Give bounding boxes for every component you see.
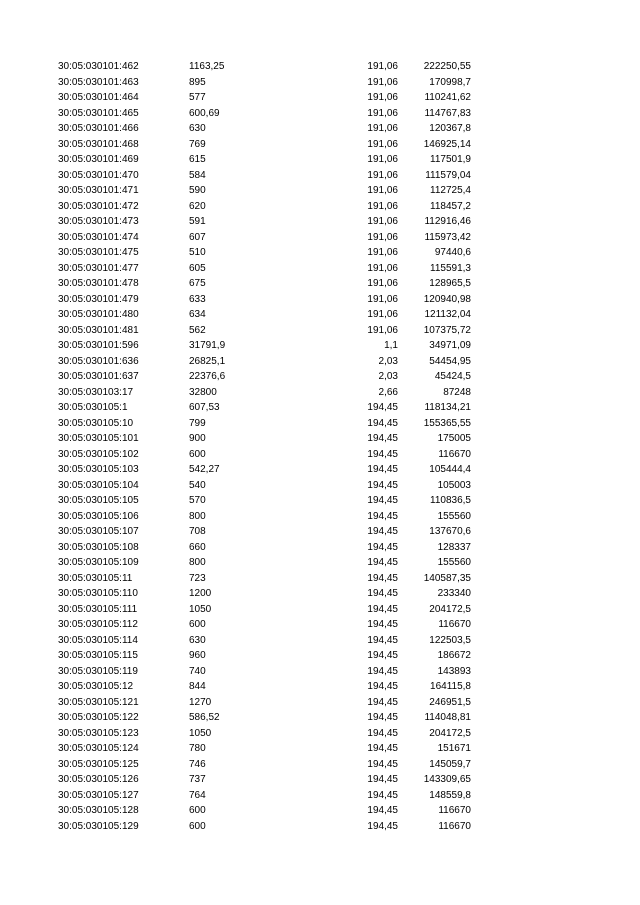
value-cell: 121132,04: [424, 309, 471, 320]
rate-cell: 194,45: [367, 650, 398, 661]
rate-cell: 191,06: [367, 185, 398, 196]
area-cell: 737: [189, 774, 206, 785]
cadastral-number-cell: 30:05:030105:123: [58, 727, 139, 739]
cadastral-number-cell: 30:05:030101:471: [58, 185, 139, 196]
table-row: [0, 726, 640, 742]
rate-cell: 194,45: [367, 510, 398, 522]
area-cell: 510: [189, 247, 206, 258]
cadastral-number-cell: 30:05:030105:110: [58, 588, 138, 599]
area-cell: 1270: [189, 696, 212, 708]
cadastral-number-cell: 30:05:030105:109: [58, 557, 139, 568]
area-cell: 675: [189, 278, 206, 289]
cadastral-number-cell: 30:05:030105:108: [58, 541, 139, 553]
cadastral-number-cell: 30:05:030101:469: [58, 154, 139, 165]
rate-cell: 194,45: [367, 433, 398, 444]
table-row: [0, 540, 640, 556]
rate-cell: 191,06: [367, 293, 398, 305]
value-cell: 112916,46: [424, 216, 471, 227]
rate-cell: 194,45: [367, 479, 398, 491]
rate-cell: 194,45: [367, 464, 398, 475]
table-row: [0, 462, 640, 478]
area-cell: 32800: [189, 386, 217, 398]
cadastral-number-cell: 30:05:030105:105: [58, 495, 139, 506]
rate-cell: 191,06: [367, 138, 398, 150]
rate-cell: 194,45: [367, 417, 398, 429]
cadastral-number-cell: 30:05:030101:596: [58, 340, 139, 351]
table-row: [0, 261, 640, 277]
area-cell: 26825,1: [189, 355, 226, 367]
table-row: [0, 617, 640, 633]
rate-cell: 191,06: [367, 278, 398, 289]
rate-cell: 191,06: [367, 61, 398, 72]
value-cell: 117501,9: [430, 154, 471, 165]
rate-cell: 194,45: [367, 588, 398, 599]
area-cell: 723: [189, 572, 206, 584]
rate-cell: 194,45: [367, 774, 398, 785]
value-cell: 128965,5: [429, 278, 471, 289]
area-cell: 591: [189, 216, 206, 227]
cadastral-number-cell: 30:05:030105:107: [58, 526, 139, 537]
table-row: [0, 819, 640, 835]
table-row: [0, 509, 640, 525]
table-row: [0, 431, 640, 447]
value-cell: 151671: [437, 743, 471, 754]
table-row: [0, 416, 640, 432]
area-cell: 708: [189, 526, 206, 537]
cadastral-number-cell: 30:05:030105:115: [58, 650, 138, 661]
cadastral-number-cell: 30:05:030105:114: [58, 634, 138, 646]
cadastral-number-cell: 30:05:030101:465: [58, 107, 139, 119]
value-cell: 155365,55: [423, 417, 471, 429]
area-cell: 540: [189, 479, 206, 491]
cadastral-number-cell: 30:05:030105:103: [58, 464, 139, 475]
table-row: [0, 168, 640, 184]
value-cell: 155560: [437, 510, 471, 522]
rate-cell: 191,06: [367, 247, 398, 258]
area-cell: 562: [189, 324, 206, 336]
value-cell: 120940,98: [423, 293, 471, 305]
cadastral-number-cell: 30:05:030101:477: [58, 262, 139, 274]
value-cell: 45424,5: [434, 371, 471, 382]
rate-cell: 191,06: [367, 76, 398, 88]
table-row: [0, 369, 640, 385]
cadastral-number-cell: 30:05:030101:463: [58, 76, 139, 88]
table-row: [0, 183, 640, 199]
table-row: [0, 214, 640, 230]
rate-cell: 191,06: [367, 216, 398, 227]
cadastral-number-cell: 30:05:030101:466: [58, 123, 139, 134]
table-row: [0, 555, 640, 571]
area-cell: 634: [189, 309, 206, 320]
table-row: [0, 276, 640, 292]
table-row: [0, 571, 640, 587]
rate-cell: 191,06: [367, 169, 398, 181]
area-cell: 780: [189, 743, 206, 754]
area-cell: 900: [189, 433, 206, 444]
table-row: [0, 772, 640, 788]
rate-cell: 2,66: [378, 386, 398, 398]
value-cell: 118134,21: [424, 402, 471, 413]
rate-cell: 2,03: [378, 355, 398, 367]
cadastral-number-cell: 30:05:030105:111: [58, 603, 138, 615]
value-cell: 110241,62: [424, 92, 471, 103]
rate-cell: 194,45: [367, 789, 398, 801]
table-row: [0, 121, 640, 137]
value-cell: 34971,09: [429, 340, 471, 351]
table-row: [0, 245, 640, 261]
cadastral-number-cell: 30:05:030105:12: [58, 681, 134, 692]
area-cell: 740: [189, 665, 206, 677]
table-row: [0, 710, 640, 726]
table-row: [0, 695, 640, 711]
area-cell: 1050: [189, 727, 212, 739]
area-cell: 605: [189, 262, 206, 274]
value-cell: 115591,3: [430, 262, 471, 274]
cadastral-number-cell: 30:05:030105:10: [58, 417, 134, 429]
value-cell: 115973,42: [424, 231, 471, 243]
value-cell: 233340: [437, 588, 471, 599]
area-cell: 1200: [189, 588, 212, 599]
rate-cell: 191,06: [367, 200, 398, 212]
table-row: [0, 199, 640, 215]
rate-cell: 194,45: [367, 448, 398, 460]
area-cell: 607: [189, 231, 206, 243]
value-cell: 105003: [437, 479, 471, 491]
area-cell: 22376,6: [189, 371, 226, 382]
rate-cell: 194,45: [367, 805, 398, 816]
rate-cell: 194,45: [367, 727, 398, 739]
rate-cell: 194,45: [367, 758, 398, 770]
rate-cell: 191,06: [367, 154, 398, 165]
cadastral-number-cell: 30:05:030105:106: [58, 510, 139, 522]
value-cell: 170998,7: [429, 76, 471, 88]
value-cell: 146925,14: [423, 138, 471, 150]
cadastral-number-cell: 30:05:030101:474: [58, 231, 139, 243]
value-cell: 110836,5: [430, 495, 471, 506]
rate-cell: 194,45: [367, 696, 398, 708]
value-cell: 222250,55: [423, 61, 471, 72]
cadastral-number-cell: 30:05:030101:472: [58, 200, 139, 212]
value-cell: 143309,65: [423, 774, 471, 785]
cadastral-number-cell: 30:05:030105:121: [58, 696, 139, 708]
table-row: [0, 59, 640, 75]
table-row: [0, 90, 640, 106]
cadastral-number-cell: 30:05:030101:462: [58, 61, 139, 72]
area-cell: 584: [189, 169, 206, 181]
area-cell: 960: [189, 650, 206, 661]
value-cell: 175005: [437, 433, 471, 444]
value-cell: 137670,6: [429, 526, 471, 537]
table-row: [0, 307, 640, 323]
cadastral-number-cell: 30:05:030101:478: [58, 278, 139, 289]
value-cell: 143893: [437, 665, 471, 677]
cadastral-number-cell: 30:05:030101:464: [58, 92, 139, 103]
value-cell: 164115,8: [430, 681, 471, 692]
cadastral-number-cell: 30:05:030105:101: [58, 433, 139, 444]
table-row: [0, 757, 640, 773]
table-row: [0, 524, 640, 540]
table-row: [0, 586, 640, 602]
value-cell: 120367,8: [429, 123, 471, 134]
value-cell: 116670: [438, 448, 471, 460]
rate-cell: 1,1: [384, 340, 398, 351]
value-cell: 87248: [443, 386, 471, 398]
rate-cell: 194,45: [367, 743, 398, 754]
rate-cell: 194,45: [367, 634, 398, 646]
area-cell: 800: [189, 510, 206, 522]
rate-cell: 191,06: [367, 262, 398, 274]
value-cell: 128337: [437, 541, 471, 553]
value-cell: 186672: [437, 650, 471, 661]
table-row: [0, 292, 640, 308]
area-cell: 799: [189, 417, 206, 429]
area-cell: 31791,9: [189, 340, 226, 351]
value-cell: 145059,7: [429, 758, 471, 770]
value-cell: 97440,6: [434, 247, 471, 258]
cadastral-number-cell: 30:05:030101:637: [58, 371, 139, 382]
cadastral-number-cell: 30:05:030103:17: [58, 386, 134, 398]
rate-cell: 194,45: [367, 557, 398, 568]
area-cell: 577: [189, 92, 206, 103]
value-cell: 54454,95: [429, 355, 471, 367]
table-row: [0, 400, 640, 416]
area-cell: 600: [189, 619, 206, 630]
table-row: [0, 803, 640, 819]
rate-cell: 194,45: [367, 820, 398, 832]
table-row: [0, 478, 640, 494]
value-cell: 148559,8: [429, 789, 471, 801]
rate-cell: 191,06: [367, 92, 398, 103]
rate-cell: 194,45: [367, 526, 398, 537]
rate-cell: 191,06: [367, 123, 398, 134]
table-row: [0, 230, 640, 246]
value-cell: 111579,04: [425, 169, 471, 181]
rate-cell: 2,03: [378, 371, 398, 382]
area-cell: 570: [189, 495, 206, 506]
area-cell: 769: [189, 138, 206, 150]
rate-cell: 194,45: [367, 572, 398, 584]
area-cell: 600: [189, 820, 206, 832]
cadastral-number-cell: 30:05:030101:480: [58, 309, 139, 320]
rate-cell: 191,06: [367, 309, 398, 320]
area-cell: 620: [189, 200, 206, 212]
rate-cell: 194,45: [367, 541, 398, 553]
area-cell: 844: [189, 681, 206, 692]
cadastral-number-cell: 30:05:030105:112: [58, 619, 138, 630]
table-row: [0, 664, 640, 680]
rate-cell: 194,45: [367, 603, 398, 615]
table-row: [0, 648, 640, 664]
value-cell: 122503,5: [429, 634, 471, 646]
area-cell: 615: [189, 154, 206, 165]
rate-cell: 191,06: [367, 324, 398, 336]
cadastral-number-cell: 30:05:030105:102: [58, 448, 139, 460]
value-cell: 116670: [438, 619, 471, 630]
area-cell: 542,27: [189, 464, 220, 475]
rate-cell: 194,45: [367, 619, 398, 630]
rate-cell: 191,06: [367, 231, 398, 243]
cadastral-number-cell: 30:05:030101:473: [58, 216, 139, 227]
table-row: [0, 493, 640, 509]
area-cell: 600: [189, 448, 206, 460]
table-row: [0, 137, 640, 153]
table-row: [0, 152, 640, 168]
cadastral-number-cell: 30:05:030101:481: [58, 324, 139, 336]
area-cell: 600: [189, 805, 206, 816]
value-cell: 114767,83: [424, 107, 471, 119]
value-cell: 140587,35: [423, 572, 471, 584]
value-cell: 204172,5: [429, 603, 471, 615]
area-cell: 895: [189, 76, 206, 88]
area-cell: 660: [189, 541, 206, 553]
value-cell: 246951,5: [429, 696, 471, 708]
cadastral-number-cell: 30:05:030105:1: [58, 402, 128, 413]
table-row: [0, 385, 640, 401]
value-cell: 105444,4: [429, 464, 471, 475]
value-cell: 116670: [438, 820, 471, 832]
table-row: [0, 679, 640, 695]
area-cell: 800: [189, 557, 206, 568]
cadastral-number-cell: 30:05:030105:11: [58, 572, 133, 584]
cadastral-number-cell: 30:05:030105:119: [58, 665, 138, 677]
cadastral-number-cell: 30:05:030105:124: [58, 743, 139, 754]
area-cell: 630: [189, 634, 206, 646]
table-row: [0, 602, 640, 618]
value-cell: 155560: [437, 557, 471, 568]
area-cell: 586,52: [189, 712, 220, 723]
value-cell: 116670: [438, 805, 471, 816]
table-row: [0, 106, 640, 122]
area-cell: 1163,25: [189, 61, 225, 72]
data-table: [0, 59, 640, 834]
cadastral-number-cell: 30:05:030105:126: [58, 774, 139, 785]
table-row: [0, 75, 640, 91]
area-cell: 590: [189, 185, 206, 196]
area-cell: 630: [189, 123, 206, 134]
table-row: [0, 323, 640, 339]
cadastral-number-cell: 30:05:030105:122: [58, 712, 139, 723]
value-cell: 118457,2: [430, 200, 471, 212]
area-cell: 1050: [189, 603, 212, 615]
cadastral-number-cell: 30:05:030101:475: [58, 247, 139, 258]
cadastral-number-cell: 30:05:030105:125: [58, 758, 139, 770]
value-cell: 114048,81: [424, 712, 471, 723]
table-row: [0, 447, 640, 463]
cadastral-number-cell: 30:05:030101:636: [58, 355, 139, 367]
cadastral-number-cell: 30:05:030101:479: [58, 293, 139, 305]
value-cell: 204172,5: [429, 727, 471, 739]
area-cell: 607,53: [189, 402, 220, 413]
cadastral-number-cell: 30:05:030105:128: [58, 805, 139, 816]
value-cell: 112725,4: [430, 185, 471, 196]
rate-cell: 191,06: [367, 107, 398, 119]
cadastral-number-cell: 30:05:030105:129: [58, 820, 139, 832]
area-cell: 600,69: [189, 107, 220, 119]
table-row: [0, 633, 640, 649]
cadastral-number-cell: 30:05:030101:470: [58, 169, 139, 181]
area-cell: 633: [189, 293, 206, 305]
rate-cell: 194,45: [367, 495, 398, 506]
cadastral-number-cell: 30:05:030101:468: [58, 138, 139, 150]
area-cell: 746: [189, 758, 206, 770]
area-cell: 764: [189, 789, 206, 801]
rate-cell: 194,45: [367, 712, 398, 723]
rate-cell: 194,45: [367, 665, 398, 677]
rate-cell: 194,45: [367, 402, 398, 413]
table-row: [0, 788, 640, 804]
cadastral-number-cell: 30:05:030105:127: [58, 789, 139, 801]
value-cell: 107375,72: [423, 324, 471, 336]
table-row: [0, 338, 640, 354]
table-row: [0, 741, 640, 757]
table-row: [0, 354, 640, 370]
rate-cell: 194,45: [367, 681, 398, 692]
cadastral-number-cell: 30:05:030105:104: [58, 479, 139, 491]
